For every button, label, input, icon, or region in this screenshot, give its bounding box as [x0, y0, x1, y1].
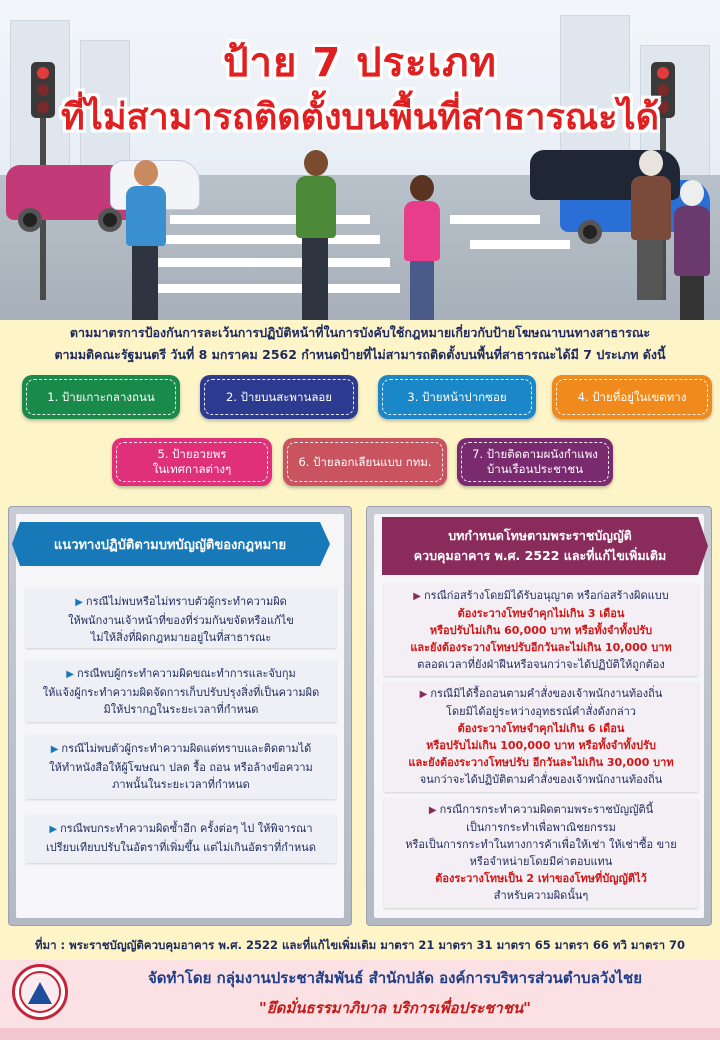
sign-type-5-line1: 5. ป้ายอวยพร	[157, 447, 227, 461]
guidelines-header: แนวทางปฏิบัติตามบทบัญญัติของกฎหมาย	[20, 522, 320, 566]
slogan-text: "ยึดมั่นธรรมาภิบาล บริการเพื่อประชาชน"	[259, 999, 531, 1017]
penalties-header-line2: ควบคุมอาคาร พ.ศ. 2522 และที่แก้ไขเพิ่มเติม	[413, 548, 667, 563]
triangle-bullet-icon: ▶	[50, 744, 59, 755]
sign-type-7-line1: 7. ป้ายติดตามผนังกำแพง	[472, 447, 598, 461]
triangle-bullet-icon: ▶	[66, 669, 74, 680]
sign-type-3: 3. ป้ายหน้าปากซอย	[378, 375, 536, 419]
sign-type-7-line2: บ้านเรือนประชาชน	[486, 462, 584, 476]
sign-type-4: 4. ป้ายที่อยู่ในเขตทาง	[552, 375, 712, 419]
penalty-case-1: ▶ กรณีก่อสร้างโดยมิได้รับอนุญาต หรือก่อสร้างผิดแบบ ต้องระวางโทษจำคุกไม่เกิน 3 เดือน หรือปรับไม่เกิน 60,000 บาท หรือทั้งจำทั้งปรับ และยังต้องระวางโทษปรับอีกวันละไม่เกิน 10,000 บาท ตลอดเวลาที่ยังฝ่าฝืนหรือจนกว่าจะได้ปฏิบัติให้ถูกต้อง	[384, 584, 698, 676]
organization-logo-icon	[12, 964, 68, 1020]
sign-type-2: 2. ป้ายบนสะพานลอย	[200, 375, 358, 419]
main-subtitle: ที่ไม่สามารถติดตั้งบนพื้นที่สาธารณะได้	[60, 97, 659, 138]
main-title: ป้าย 7 ประเภท	[223, 40, 497, 86]
guideline-case-2: ▶ กรณีพบผู้กระทำความผิดขณะทำการและจับกุม ให้แจ้งผู้กระทำความผิดจัดการเก็บปรับปรุงสิ่งที่เป็นความผิด มิให้ปรากฏในระยะเวลาที่กำหนด	[26, 660, 336, 722]
pedestrian	[400, 175, 444, 320]
source-citation: ที่มา : พระราชบัญญัติควบคุมอาคาร พ.ศ. 2522 และที่แก้ไขเพิ่มเติม มาตรา 21 มาตรา 31 มาตรา 65 มาตรา 66 ทวิ มาตรา 70	[34, 938, 686, 952]
pedestrian	[670, 180, 714, 320]
intro-line: ตามมาตรการป้องกันการละเว้นการปฏิบัติหน้าที่ในการบังคับใช้กฎหมายเกี่ยวกับป้ายโฆษณาบนทางสาธารณะ	[69, 325, 651, 340]
sign-type-5	[112, 438, 272, 486]
intro-line: ตามมติคณะรัฐมนตรี วันที่ 8 มกราคม 2562 กำหนดป้ายที่ไม่สามารถติดตั้งบนพื้นที่สาธารณะได้มี 7 ประเภท ดังนี้	[54, 347, 666, 362]
intro-text	[0, 322, 720, 366]
sign-type-1: 1. ป้ายเกาะกลางถนน	[22, 375, 180, 419]
pedestrian	[625, 150, 675, 300]
triangle-bullet-icon: ▶	[413, 591, 421, 602]
guideline-case-1: ▶ กรณีไม่พบหรือไม่ทราบตัวผู้กระทำความผิด ให้พนักงานเจ้าหน้าที่ของที่ร่วมกันขจัดหรือแก้ไข ไม่ให้สิ่งที่ผิดกฎหมายอยู่ในที่สาธารณะ	[26, 588, 336, 648]
made-by-text: จัดทำโดย กลุ่มงานประชาสัมพันธ์ สำนักปลัด องค์การบริหารส่วนตำบลวังไชย	[147, 969, 643, 987]
guideline-case-4: ▶ กรณีพบกระทำความผิดซ้ำอีก ครั้งต่อๆ ไป ให้พิจารณา เปรียบเทียบปรับในอัตราที่เพิ่มขึ้น แต่ไม่เกินอัตราที่กำหนด	[26, 815, 336, 863]
guideline-case-3: ▶ กรณีไม่พบตัวผู้กระทำความผิดแต่ทราบและติดตามได้ ให้ทำหนังสือให้ผู้โฆษณา ปลด รื้อ ถอน หรือล้างข้อความ ภาพนั้นในระยะเวลาที่กำหนด	[26, 735, 336, 799]
penalties-header	[382, 517, 698, 575]
sign-type-5-line2: ในเทศกาลต่างๆ	[152, 462, 232, 476]
penalty-case-3: ▶ กรณีการกระทำความผิดตามพระราชบัญญัตินี้ เป็นการกระทำเพื่อพาณิชยกรรม หรือเป็นการกระทำในทางการค้าเพื่อให้เช่า ให้เช่าซื้อ ขาย หรือจำหน่ายโดยมีค่าตอบแทน ต้องระวางโทษเป็น 2 เท่าของโทษที่บัญญัติไว้ สำหรับความผิดนั้นๆ	[384, 798, 698, 908]
penalties-header-line1: บทกำหนดโทษตามพระราชบัญญัติ	[448, 528, 632, 543]
triangle-bullet-icon: ▶	[75, 597, 83, 608]
triangle-bullet-icon: ▶	[428, 805, 437, 816]
sign-type-7	[457, 438, 613, 486]
triangle-bullet-icon: ▶	[419, 689, 428, 700]
hero-illustration	[0, 0, 720, 320]
pedestrian	[120, 160, 170, 320]
pedestrian	[290, 150, 340, 320]
triangle-bullet-icon: ▶	[49, 824, 58, 835]
sign-type-6: 6. ป้ายลอกเลียนแบบ กทม.	[283, 438, 447, 486]
penalty-case-2: ▶ กรณีมิได้รื้อถอนตามคำสั่งของเจ้าพนักงานท้องถิ่น โดยมิได้อยู่ระหว่างอุทธรณ์คำสั่งดังกล่าว ต้องระวางโทษจำคุกไม่เกิน 6 เดือน หรือปรับไม่เกิน 100,000 บาท หรือทั้งจำทั้งปรับ และยังต้องระวางโทษปรับ อีกวันละไม่เกิน 30,000 บาท จนกว่าจะได้ปฏิบัติตามคำสั่งของเจ้าพนักงานท้องถิ่น	[384, 682, 698, 792]
